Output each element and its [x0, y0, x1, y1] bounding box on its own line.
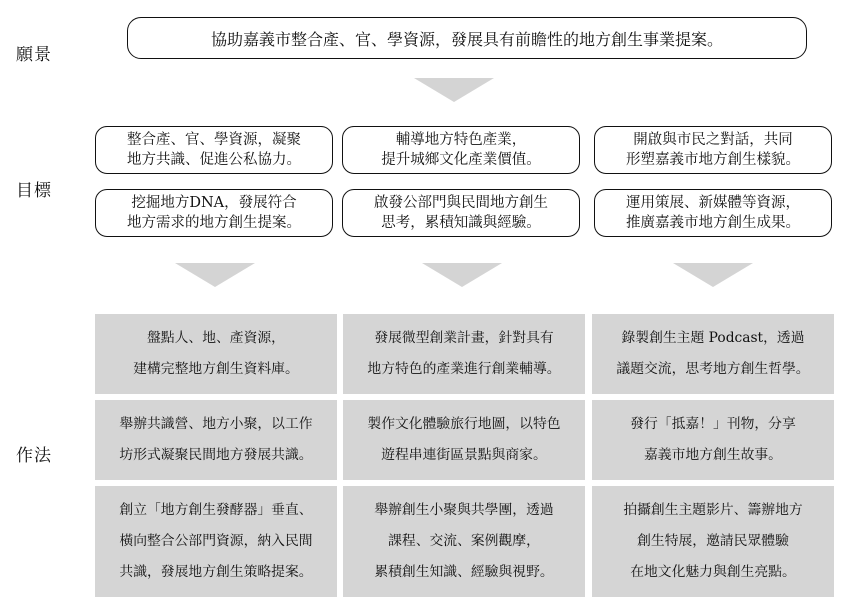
goal-box-4: 挖掘地方DNA，發展符合 地方需求的地方創生提案。: [95, 189, 333, 237]
goals-row-label: 目標: [16, 181, 52, 201]
goal-box-2: 輔導地方特色產業， 提升城鄉文化產業價值。: [342, 126, 580, 174]
action-box-6: 發行「抵嘉！」刊物，分享 嘉義市地方創生故事。: [592, 400, 834, 480]
down-arrow-vision: [414, 78, 494, 102]
down-arrow-goal-2: [422, 263, 502, 287]
action-box-4: 舉辦共識營、地方小聚，以工作 坊形式凝聚民間地方發展共識。: [95, 400, 337, 480]
goal-box-6: 運用策展、新媒體等資源， 推廣嘉義市地方創生成果。: [594, 189, 832, 237]
action-box-2: 發展微型創業計畫，針對具有 地方特色的產業進行創業輔導。: [343, 314, 585, 394]
action-box-8: 舉辦創生小聚與共學團，透過 課程、交流、案例觀摩， 累積創生知識、經驗與視野。: [343, 486, 585, 597]
goal-box-5: 啟發公部門與民間地方創生 思考，累積知識與經驗。: [342, 189, 580, 237]
vision-box: 協助嘉義市整合產、官、學資源，發展具有前瞻性的地方創生事業提案。: [127, 17, 807, 59]
action-box-3: 錄製創生主題 Podcast，透過 議題交流，思考地方創生哲學。: [592, 314, 834, 394]
actions-row-label: 作法: [16, 446, 52, 466]
vision-row-label: 願景: [16, 45, 52, 65]
goal-box-3: 開啟與市民之對話，共同 形塑嘉義市地方創生樣貌。: [594, 126, 832, 174]
action-box-5: 製作文化體驗旅行地圖，以特色 遊程串連街區景點與商家。: [343, 400, 585, 480]
action-box-9: 拍攝創生主題影片、籌辦地方 創生特展，邀請民眾體驗 在地文化魅力與創生亮點。: [592, 486, 834, 597]
action-box-7: 創立「地方創生發酵器」垂直、 橫向整合公部門資源，納入民間 共識，發展地方創生策略提案。: [95, 486, 337, 597]
down-arrow-goal-1: [175, 263, 255, 287]
down-arrow-goal-3: [673, 263, 753, 287]
action-box-1: 盤點人、地、產資源， 建構完整地方創生資料庫。: [95, 314, 337, 394]
goal-box-1: 整合產、官、學資源，凝聚 地方共識、促進公私協力。: [95, 126, 333, 174]
